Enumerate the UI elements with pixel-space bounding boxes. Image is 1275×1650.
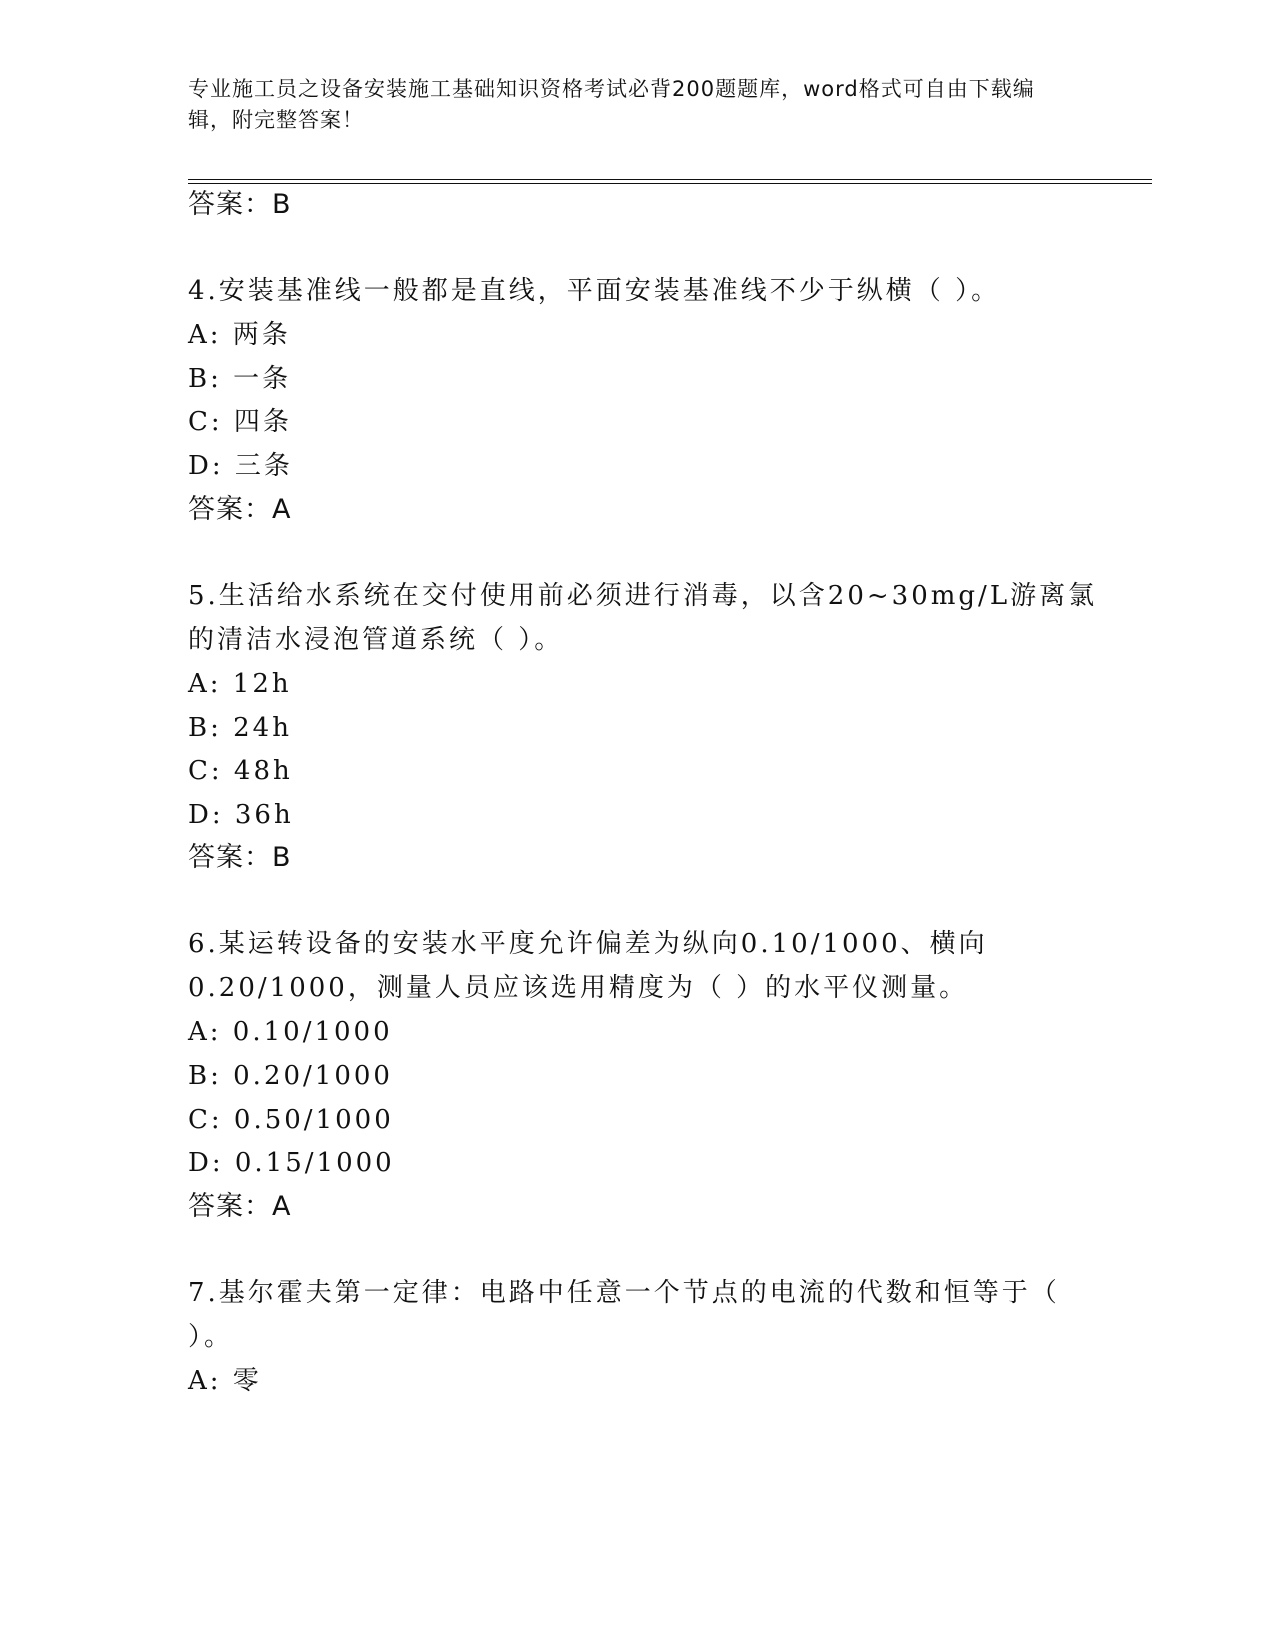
option-b: B: 0.20/1000 — [188, 1061, 393, 1091]
answer-q6: 答案：A — [188, 1191, 292, 1222]
document-header: 专业施工员之设备安装施工基础知识资格考试必背200题题库，word格式可自由下载编辑，附完整答案！ — [188, 77, 1035, 132]
question-stem-line1: 7.基尔霍夫第一定律：电路中任意一个节点的电流的代数和恒等于（ — [188, 1278, 1060, 1308]
answer-q5: 答案：B — [188, 842, 292, 873]
answer-q3: 答案：B — [188, 189, 292, 220]
option-b: B: 一条 — [188, 364, 292, 394]
option-b: B: 24h — [188, 713, 292, 743]
question-stem-line2: 的清洁水浸泡管道系统（ ）。 — [188, 625, 564, 655]
question-stem-line1: 5.生活给水系统在交付使用前必须进行消毒，以含20~30mg/L游离氯 — [188, 581, 1098, 611]
question-stem-line1: 6.某运转设备的安装水平度允许偏差为纵向0.10/1000、横向 — [188, 929, 988, 959]
option-a: A: 0.10/1000 — [188, 1017, 393, 1047]
option-a: A: 12h — [188, 669, 292, 699]
question-stem-line2: ）。 — [188, 1322, 234, 1352]
option-c: C: 0.50/1000 — [188, 1105, 394, 1135]
header-divider-bottom — [188, 183, 1152, 184]
option-a: A: 两条 — [188, 320, 291, 350]
header-divider-top — [188, 179, 1152, 180]
option-d: D: 0.15/1000 — [188, 1148, 395, 1178]
question-stem-line2: 0.20/1000，测量人员应该选用精度为（ ）的水平仪测量。 — [188, 973, 969, 1003]
question-stem: 4.安装基准线一般都是直线，平面安装基准线不少于纵横（ ）。 — [188, 276, 1001, 306]
option-c: C: 四条 — [188, 407, 292, 437]
option-c: C: 48h — [188, 756, 293, 786]
answer-q4: 答案：A — [188, 494, 292, 525]
option-d: D: 36h — [188, 800, 294, 830]
option-d: D: 三条 — [188, 451, 293, 481]
option-a: A: 零 — [188, 1366, 262, 1396]
